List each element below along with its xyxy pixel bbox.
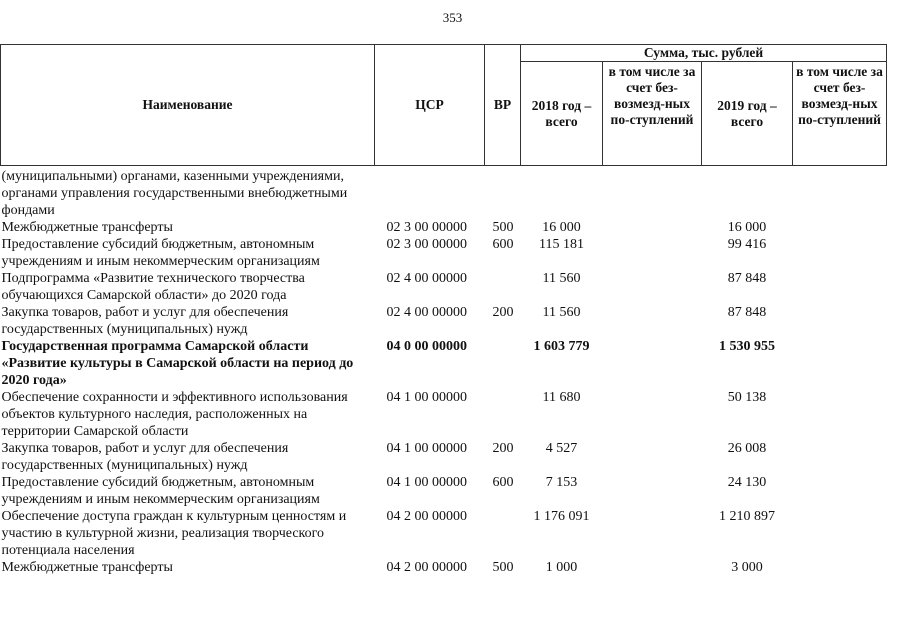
row-2019-fund bbox=[793, 559, 887, 576]
row-2019-total: 99 416 bbox=[727, 237, 767, 252]
row-name: Обеспечение сохранности и эффективного использования объектов культурного наследия, расположенных на территории Самарской области bbox=[1, 390, 348, 439]
row-2019-fund bbox=[793, 338, 887, 389]
row-csr: 04 0 00 00000 bbox=[386, 339, 467, 354]
row-2019-fund bbox=[793, 389, 887, 440]
row-2019-fund bbox=[793, 304, 887, 338]
header-2018-fund: в том числе за счет без-возмезд-ных по-ступлений bbox=[603, 62, 702, 166]
budget-table bbox=[0, 44, 887, 576]
table-row bbox=[1, 219, 887, 236]
row-csr: 02 3 00 00000 bbox=[386, 237, 467, 252]
row-2018-fund bbox=[603, 389, 702, 440]
row-vr: 500 bbox=[492, 220, 514, 235]
row-2018-total bbox=[521, 166, 603, 220]
row-2018-fund bbox=[603, 219, 702, 236]
row-vr: 200 bbox=[492, 441, 514, 456]
row-vr bbox=[485, 338, 521, 389]
row-2018-fund bbox=[603, 304, 702, 338]
row-2018-total: 115 181 bbox=[539, 237, 584, 252]
row-2019-total: 3 000 bbox=[731, 560, 763, 575]
row-2018-fund bbox=[603, 236, 702, 270]
row-vr: 500 bbox=[492, 560, 514, 575]
row-vr bbox=[485, 508, 521, 559]
row-2019-total: 50 138 bbox=[727, 390, 767, 405]
row-2018-fund bbox=[603, 270, 702, 304]
row-name: Межбюджетные трансферты bbox=[1, 560, 173, 575]
row-2019-total bbox=[702, 166, 793, 220]
row-2018-fund bbox=[603, 559, 702, 576]
row-csr: 04 1 00 00000 bbox=[386, 441, 467, 456]
row-2019-total: 1 530 955 bbox=[719, 339, 775, 354]
row-2019-total: 87 848 bbox=[727, 271, 767, 286]
row-2018-total: 7 153 bbox=[545, 475, 578, 490]
row-2018-total: 1 176 091 bbox=[533, 509, 590, 524]
row-csr: 04 1 00 00000 bbox=[386, 475, 467, 490]
table-row bbox=[1, 166, 887, 220]
table-row bbox=[1, 440, 887, 474]
row-2018-total: 4 527 bbox=[545, 441, 578, 456]
row-csr: 02 4 00 00000 bbox=[386, 271, 467, 286]
row-2018-total: 11 560 bbox=[542, 305, 581, 320]
header-2019-fund: в том числе за счет без-возмезд-ных по-ступлений bbox=[793, 62, 887, 166]
row-2018-total: 1 000 bbox=[545, 560, 578, 575]
row-csr: 04 2 00 00000 bbox=[386, 509, 467, 524]
row-vr bbox=[485, 166, 521, 220]
row-name: Государственная программа Самарской области «Развитие культуры в Самарской области на период до 2020 года» bbox=[1, 339, 354, 388]
table-header bbox=[1, 45, 887, 166]
row-name: Закупка товаров, работ и услуг для обеспечения государственных (муниципальных) нужд bbox=[1, 305, 289, 337]
row-name: Межбюджетные трансферты bbox=[1, 220, 173, 235]
table-row bbox=[1, 508, 887, 559]
row-2019-fund bbox=[793, 166, 887, 220]
header-csr: ЦСР bbox=[375, 45, 485, 166]
header-2018-total: 2018 год – всего bbox=[521, 62, 603, 166]
row-csr bbox=[375, 166, 485, 220]
row-vr: 600 bbox=[492, 475, 514, 490]
row-2018-fund bbox=[603, 474, 702, 508]
table-row bbox=[1, 474, 887, 508]
row-csr: 04 2 00 00000 bbox=[386, 560, 467, 575]
row-csr: 02 3 00 00000 bbox=[386, 220, 467, 235]
table-row bbox=[1, 389, 887, 440]
row-name: Предоставление субсидий бюджетным, автономным учреждениям и иным некоммерческим организациям bbox=[1, 475, 320, 507]
row-2019-total: 87 848 bbox=[727, 305, 767, 320]
row-2018-fund bbox=[603, 338, 702, 389]
row-2019-total: 24 130 bbox=[727, 475, 767, 490]
row-2019-fund bbox=[793, 474, 887, 508]
row-2019-fund bbox=[793, 440, 887, 474]
row-2018-fund bbox=[603, 440, 702, 474]
table-body bbox=[1, 166, 887, 577]
row-2018-fund bbox=[603, 508, 702, 559]
header-vr: ВР bbox=[485, 45, 521, 166]
page-number: 353 bbox=[442, 10, 463, 25]
header-name: Наименование bbox=[1, 45, 375, 166]
table-row bbox=[1, 270, 887, 304]
row-name: Обеспечение доступа граждан к культурным ценностям и участию в культурной жизни, реализация творческого потенциала населения bbox=[1, 509, 347, 558]
row-name: Закупка товаров, работ и услуг для обеспечения государственных (муниципальных) нужд bbox=[1, 441, 289, 473]
row-csr: 02 4 00 00000 bbox=[386, 305, 467, 320]
table-row bbox=[1, 559, 887, 576]
row-2018-total: 1 603 779 bbox=[533, 339, 590, 354]
row-vr bbox=[485, 270, 521, 304]
row-2018-total: 11 560 bbox=[542, 271, 581, 286]
row-2019-total: 1 210 897 bbox=[719, 509, 775, 524]
row-vr: 600 bbox=[492, 237, 514, 252]
row-name: Подпрограмма «Развитие технического творчества обучающихся Самарской области» до 2020 года bbox=[1, 271, 305, 303]
row-2018-total: 16 000 bbox=[542, 220, 581, 235]
row-vr bbox=[485, 389, 521, 440]
row-2018-fund bbox=[603, 166, 702, 220]
row-name: (муниципальными) органами, казенными учреждениями, органами управления государственными внебюджетными фондами bbox=[1, 169, 348, 218]
row-2019-fund bbox=[793, 219, 887, 236]
row-2019-total: 16 000 bbox=[727, 220, 767, 235]
row-vr: 200 bbox=[492, 305, 514, 320]
row-2019-fund bbox=[793, 270, 887, 304]
row-csr: 04 1 00 00000 bbox=[386, 390, 467, 405]
row-name: Предоставление субсидий бюджетным, автономным учреждениям и иным некоммерческим организациям bbox=[1, 237, 320, 269]
header-sum: Сумма, тыс. рублей bbox=[521, 45, 887, 62]
header-2019-total: 2019 год – всего bbox=[702, 62, 793, 166]
table-row bbox=[1, 338, 887, 389]
row-2019-total: 26 008 bbox=[727, 441, 767, 456]
row-2019-fund bbox=[793, 508, 887, 559]
row-2019-fund bbox=[793, 236, 887, 270]
row-2018-total: 11 680 bbox=[542, 390, 581, 405]
table-row bbox=[1, 236, 887, 270]
table-row bbox=[1, 304, 887, 338]
